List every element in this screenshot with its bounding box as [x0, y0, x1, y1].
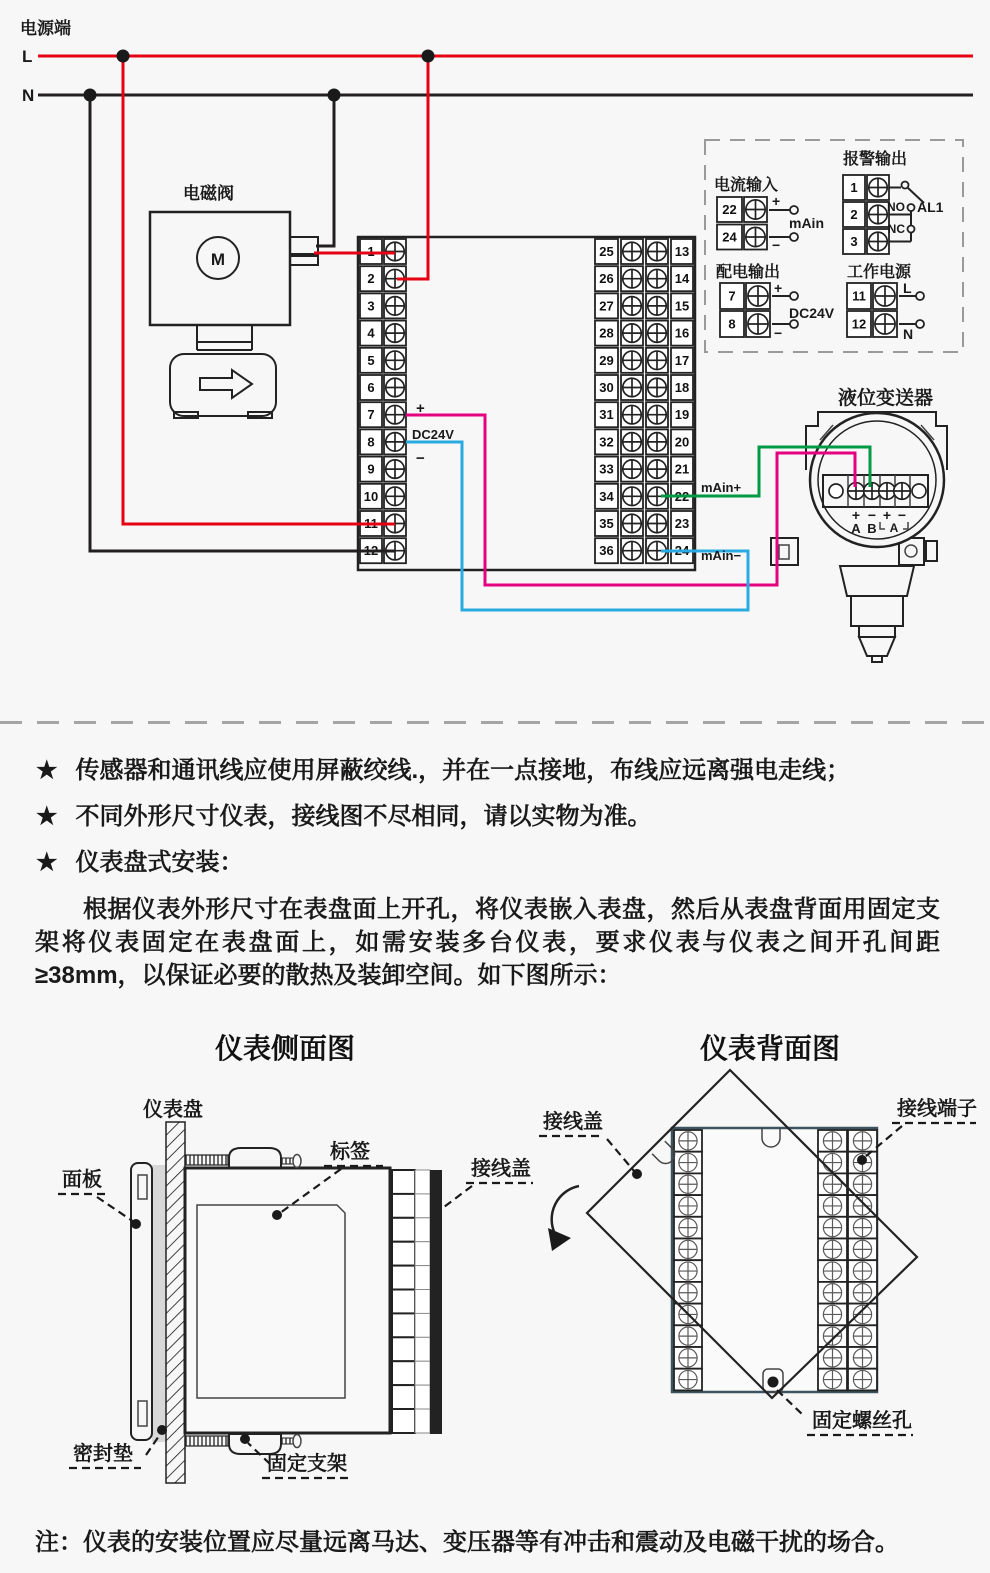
- detail-box: [705, 140, 963, 352]
- note-text: 仪表盘式安装：: [75, 849, 244, 876]
- svg-text:6: 6: [367, 380, 375, 395]
- line-n-label: N: [22, 86, 35, 105]
- svg-text:26: 26: [599, 271, 614, 287]
- svg-text:11: 11: [364, 516, 378, 531]
- ci-minus: −: [772, 237, 781, 253]
- back-right-terminals-b: [848, 1130, 877, 1390]
- tx-a: A: [851, 521, 861, 536]
- svg-text:16: 16: [674, 325, 690, 341]
- back-view-title: 仪表背面图: [700, 1034, 841, 1065]
- side-terminal-cells: [392, 1170, 415, 1433]
- svg-text:33: 33: [599, 461, 614, 477]
- svg-text:24: 24: [722, 229, 737, 245]
- transmitter-screws: [848, 483, 911, 500]
- do-minus: −: [774, 325, 783, 341]
- tx-minus2: −: [897, 507, 907, 523]
- gasket-shape: [152, 1165, 166, 1442]
- svg-text:28: 28: [599, 325, 614, 341]
- svg-text:12: 12: [851, 316, 867, 332]
- do-plus: +: [774, 280, 783, 296]
- svg-text:2: 2: [850, 207, 858, 222]
- dist-output-group: [716, 262, 835, 341]
- svg-text:27: 27: [599, 298, 614, 314]
- back-view: [539, 1033, 977, 1435]
- wp-n: N: [903, 326, 914, 342]
- svg-text:11: 11: [852, 288, 866, 304]
- svg-text:2: 2: [367, 271, 375, 287]
- gasket-label: 密封垫: [73, 1443, 133, 1465]
- main-minus-label: mAin−: [701, 548, 742, 563]
- svg-text:35: 35: [599, 516, 614, 531]
- terminal-col-right-screws-a: [621, 239, 643, 563]
- al1-label: AL1: [917, 199, 944, 215]
- star-icon: ★: [36, 757, 58, 784]
- note-item: [36, 802, 966, 832]
- main-plus-label: mAin+: [701, 480, 742, 495]
- svg-text:17: 17: [674, 352, 690, 368]
- wire-cover-label-side: 接线盖: [471, 1158, 531, 1180]
- svg-text:19: 19: [674, 407, 690, 423]
- dist-title: 配电输出: [716, 264, 781, 281]
- svg-text:8: 8: [367, 434, 375, 450]
- svg-text:1: 1: [850, 180, 858, 195]
- svg-text:7: 7: [728, 288, 736, 304]
- terminal-col-inner-numbers: [595, 239, 618, 563]
- svg-text:9: 9: [367, 461, 375, 477]
- svg-text:14: 14: [674, 271, 690, 287]
- solenoid-valve: [150, 183, 318, 418]
- work-power-group: [847, 262, 924, 342]
- note-text: 传感器和通讯线应使用屏蔽绞线.，并在一点接地，布线应远离强电走线；: [75, 757, 851, 784]
- power-terminal-label: 电源端: [20, 19, 71, 38]
- svg-text:36: 36: [599, 543, 614, 559]
- panel-board-wall: [166, 1122, 185, 1483]
- installation-figures: [0, 1008, 990, 1513]
- wire-cover-bar: [430, 1170, 442, 1434]
- svg-text:13: 13: [674, 244, 690, 259]
- motor-label: M: [210, 250, 226, 269]
- note-text: 不同外形尺寸仪表，接线图不尽相同，请以实物为准。: [75, 803, 652, 830]
- dc24v-minus: −: [416, 450, 425, 467]
- star-icon: ★: [36, 803, 58, 830]
- fixing-bracket-label: 固定支架: [267, 1453, 347, 1475]
- installation-paragraph: 根据仪表外形尺寸在表盘面上开孔，将仪表嵌入表盘，然后从表盘背面用固定支架将仪表固定在表盘面上，如需安装多台仪表，要求仪表与仪表之间开孔间距≥38mm，以保证必要的散热及装卸空间。如下图所示：: [35, 896, 940, 989]
- note-item: [36, 848, 966, 878]
- star-icon: ★: [36, 849, 58, 876]
- svg-text:25: 25: [599, 244, 614, 259]
- junction-dot: [328, 89, 341, 102]
- svg-text:5: 5: [367, 352, 375, 368]
- nc-label: NC: [887, 222, 905, 236]
- junction-dot: [117, 50, 130, 63]
- note-item: [36, 756, 966, 786]
- svg-text:7: 7: [367, 407, 375, 423]
- front-panel-label: 面板: [62, 1169, 102, 1191]
- svg-text:22: 22: [674, 488, 690, 504]
- footer-note: 注：仪表的安装位置应尽量远离马达、变压器等有冲击和震动及电磁干扰的场合。: [35, 1529, 899, 1556]
- line-l-label: L: [22, 47, 33, 66]
- terminal-col-outer-numbers: [671, 239, 693, 563]
- alarm-title: 报警输出: [843, 151, 908, 168]
- svg-text:12: 12: [363, 543, 379, 559]
- dc24v-label: DC24V: [412, 427, 454, 442]
- wp-l: L: [903, 280, 912, 296]
- svg-text:31: 31: [599, 407, 614, 423]
- wiring-diagram: [0, 0, 990, 722]
- svg-text:8: 8: [728, 316, 736, 332]
- front-panel-bezel: [131, 1163, 152, 1440]
- svg-text:21: 21: [674, 461, 690, 477]
- svg-text:1: 1: [367, 244, 375, 259]
- wire-l-to-terminal11: [123, 56, 395, 524]
- dc24v-plus: +: [416, 400, 425, 417]
- svg-text:4: 4: [367, 325, 375, 341]
- notes-list: [36, 756, 966, 878]
- back-left-terminals: [674, 1130, 702, 1390]
- svg-text:34: 34: [599, 488, 614, 504]
- tx-b: B: [867, 521, 877, 536]
- wire-cover-label-back: 接线盖: [543, 1111, 603, 1133]
- top-fixing-bracket: [186, 1148, 301, 1168]
- svg-text:30: 30: [599, 380, 614, 395]
- tag-label: 标签: [330, 1141, 370, 1163]
- current-input-title: 电流输入: [714, 177, 779, 194]
- ci-main-label: mAin: [789, 215, 824, 231]
- terminals-label: 接线端子: [897, 1098, 977, 1120]
- terminal-col-left-numbers: [360, 239, 382, 563]
- terminal-col-right-screws-b: [646, 239, 668, 563]
- panel-board-label: 仪表盘: [143, 1099, 203, 1121]
- svg-text:18: 18: [674, 380, 690, 395]
- side-terminal-cells-light: [415, 1170, 430, 1433]
- current-input-group: [714, 175, 824, 253]
- flow-arrow-icon: [200, 370, 252, 398]
- wire-n-to-terminal12: [90, 95, 395, 551]
- ci-plus: +: [772, 193, 781, 209]
- svg-text:10: 10: [363, 488, 379, 504]
- svg-text:3: 3: [367, 298, 375, 314]
- svg-text:15: 15: [674, 298, 690, 314]
- rotate-arrow-icon: [552, 1186, 579, 1234]
- svg-text:29: 29: [599, 352, 614, 368]
- terminal-col-left-screws: [384, 239, 406, 563]
- wp-title: 工作电源: [847, 264, 912, 281]
- no-label: NO: [887, 200, 905, 214]
- svg-text:24: 24: [674, 543, 690, 559]
- tx-plus1: +: [851, 507, 861, 523]
- level-transmitter: [771, 386, 947, 662]
- junction-dot: [422, 50, 435, 63]
- tx-bracket-a: A: [889, 521, 899, 535]
- screw-hole-label: 固定螺丝孔: [812, 1410, 912, 1432]
- svg-text:3: 3: [850, 234, 858, 249]
- main-terminal-block: [358, 237, 695, 570]
- wire-n-to-valve: [316, 95, 334, 246]
- do-label: DC24V: [789, 305, 835, 321]
- back-right-terminals-a: [818, 1130, 847, 1390]
- side-view-title: 仪表侧面图: [215, 1034, 356, 1065]
- solenoid-label: 电磁阀: [183, 184, 234, 203]
- side-view: [58, 1033, 533, 1483]
- tx-minus1: −: [867, 507, 877, 523]
- dashed-separator: [0, 721, 990, 724]
- junction-dot: [84, 89, 97, 102]
- alarm-output-group: [843, 149, 944, 254]
- svg-text:20: 20: [674, 434, 690, 450]
- tx-plus2: +: [882, 507, 892, 523]
- svg-text:22: 22: [722, 202, 737, 217]
- svg-text:23: 23: [674, 516, 690, 531]
- transmitter-title: 液位变送器: [838, 388, 934, 409]
- svg-text:32: 32: [599, 434, 614, 450]
